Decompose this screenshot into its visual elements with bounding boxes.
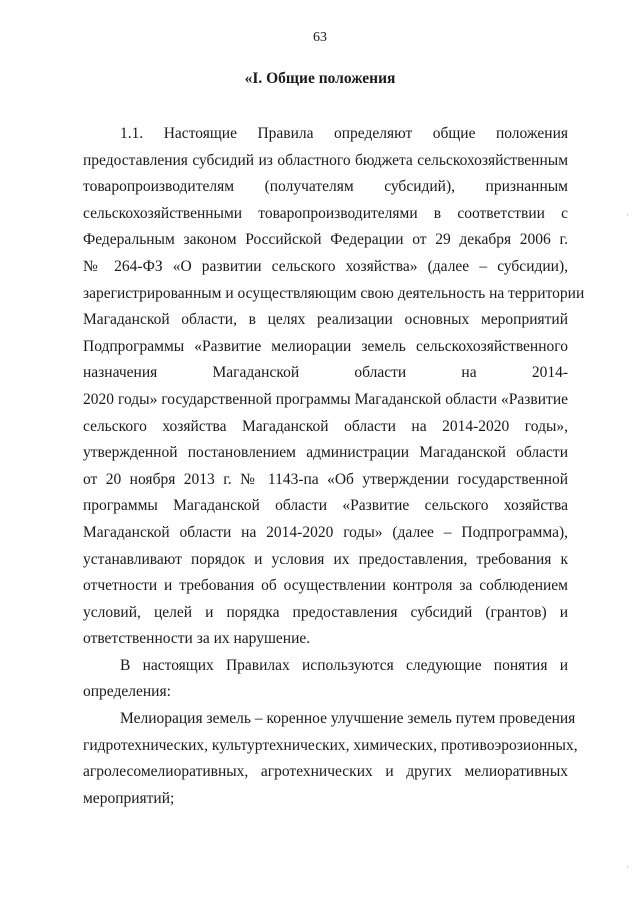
text-line: Федеральным законом Российской Федерации от 29 декабря 2006 г. [83, 231, 568, 249]
text-line: мероприятий; [83, 789, 175, 807]
text-line: программы Магаданской области «Развитие сельского хозяйства [83, 497, 568, 515]
scan-margin-mark: · [626, 862, 629, 872]
text-line: сельского хозяйства Магаданской области на 2014-2020 годы», [83, 417, 568, 435]
text-line: назначения Магаданской области на 2014- [83, 364, 568, 382]
text-line: 2020 годы» государственной программы Магаданской области «Развитие [83, 390, 568, 408]
text-line: условий, целей и порядка предоставления субсидий (грантов) и [83, 603, 568, 621]
text-line: предоставления субсидий из областного бюджета сельскохозяйственным [83, 151, 568, 169]
text-line: гидротехнических, культуртехнических, химических, противоэрозионных, [83, 736, 578, 754]
text-line: Подпрограммы «Развитие мелиорации земель сельскохозяйственного [83, 337, 568, 355]
text-line: № 264-ФЗ «О развитии сельского хозяйства» (далее – субсидии), [83, 257, 568, 275]
body-text [83, 121, 585, 812]
text-line: Мелиорация земель – коренное улучшение земель путем проведения [120, 710, 576, 728]
text-line: устанавливают порядок и условия их предоставления, требования к [83, 550, 568, 568]
text-line: Магаданской области, в целях реализации основных мероприятий [83, 311, 568, 329]
text-line: В настоящих Правилах используются следующие понятия и [120, 656, 568, 674]
text-line: определения: [83, 683, 171, 701]
text-line: утвержденной постановлением администрации Магаданской области [83, 444, 568, 462]
text-line: отчетности и требования об осуществлении контроля за соблюдением [83, 577, 568, 595]
page-number: 63 [313, 30, 327, 45]
text-line: сельскохозяйственными товаропроизводителями в соответствии с [83, 204, 568, 222]
section-heading: «I. Общие положения [244, 70, 396, 87]
text-line: ответственности за их нарушение. [83, 630, 311, 648]
text-line: от 20 ноября 2013 г. № 1143-па «Об утверждении государственной [83, 470, 568, 488]
text-line: агролесомелиоративных, агротехнических и других мелиоративных [83, 763, 568, 781]
scan-margin-mark: · [626, 210, 629, 220]
text-line: 1.1. Настоящие Правила определяют общие положения [120, 125, 568, 142]
text-line: товаропроизводителям (получателям субсидий), признанным [83, 178, 568, 196]
text-line: Магаданской области на 2014-2020 годы» (далее – Подпрограмма), [83, 523, 568, 541]
text-line: зарегистрированным и осуществляющим свою деятельность на территории [83, 284, 585, 302]
